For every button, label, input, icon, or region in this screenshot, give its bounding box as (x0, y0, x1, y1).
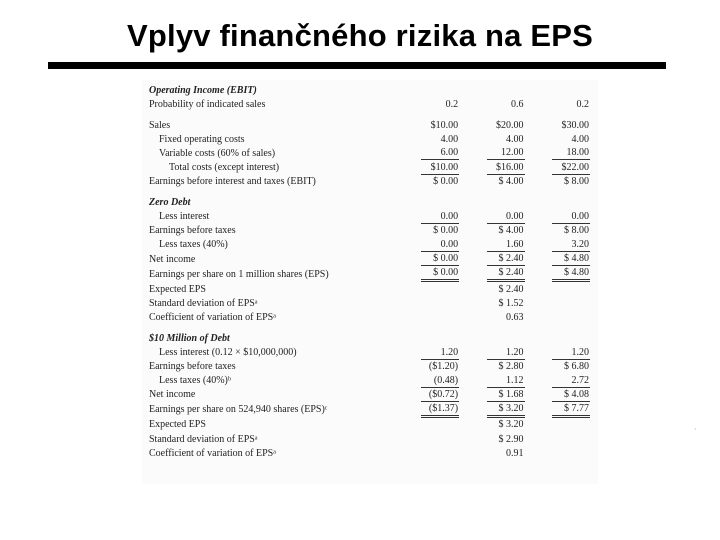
row-label: Earnings per share on 524,940 shares (EPS)ᶜ (149, 404, 328, 416)
value-cell-col2: $ 1.68 (459, 388, 524, 402)
table-row (149, 310, 590, 324)
value-cell-col1: 1.20 (394, 346, 459, 360)
value-cell-col2: $ 3.20 (498, 419, 524, 431)
value-cell-col2: $ 2.40 (498, 283, 524, 295)
table-row (149, 266, 590, 282)
row-label: Total costs (except interest) (169, 162, 280, 174)
value-cell-col2: $ 1.52 (498, 297, 524, 309)
table-row (149, 132, 590, 146)
value-cell-col1 (394, 310, 459, 324)
value-cell-col1: 0.00 (394, 238, 459, 252)
value-cell-col1: (0.48) (394, 374, 459, 388)
value-cell-col3: $ 4.80 (525, 266, 590, 282)
table-row (149, 346, 590, 360)
value-cell-col1 (394, 446, 459, 460)
value-cell-col2: 0.6 (511, 98, 524, 110)
value-cell-col1: ($0.72) (394, 388, 459, 402)
value-cell-col3 (525, 446, 590, 460)
value-cell-col2: 0.00 (459, 210, 524, 224)
table-row (149, 160, 590, 174)
value-cell-col2: $ 2.40 (459, 252, 524, 266)
value-cell-col3: 3.20 (525, 238, 590, 252)
value-cell-col3: 4.00 (571, 133, 589, 145)
table-row (149, 360, 590, 374)
financial-table-image (142, 80, 697, 484)
row-label: Less taxes (40%) (159, 239, 228, 251)
row-label: Earnings per share on 1 million shares (EPS) (149, 268, 329, 280)
section-spacer (149, 324, 590, 331)
value-cell-col3 (525, 310, 590, 324)
value-cell-col3: 18.00 (525, 146, 590, 160)
zero-debt-section-heading-row (149, 196, 590, 210)
value-cell-col1: 6.00 (394, 146, 459, 160)
value-cell-col2: 1.12 (459, 374, 524, 388)
value-cell-col2: 12.00 (459, 146, 524, 160)
table-row (149, 97, 590, 111)
table-row (149, 282, 590, 296)
value-cell-col2: $ 2.90 (498, 433, 524, 445)
row-label: Net income (149, 253, 196, 265)
value-cell-col1: $10.00 (430, 119, 459, 131)
value-cell-col2: 0.63 (506, 311, 524, 323)
value-cell-col3 (525, 418, 590, 432)
row-label: Expected EPS (149, 283, 206, 295)
value-cell-col3: 0.2 (576, 98, 589, 110)
value-cell-col3: 0.00 (525, 210, 590, 224)
value-cell-col1: $ 0.00 (394, 252, 459, 266)
value-cell-col3: $ 8.00 (564, 176, 589, 188)
section-heading: Zero Debt (149, 197, 191, 209)
value-cell-col2: $ 2.80 (498, 361, 524, 373)
table-row (149, 146, 590, 160)
row-label: Net income (149, 389, 196, 401)
row-label: Standard deviation of EPSᵃ (149, 433, 258, 445)
title-rule (48, 62, 666, 69)
row-label: Sales (149, 119, 171, 131)
row-label: Earnings before taxes (149, 361, 236, 373)
table-row (149, 402, 590, 418)
value-cell-col1: ($1.37) (394, 402, 459, 418)
table-row (149, 118, 590, 132)
value-cell-col2: $ 4.00 (498, 176, 524, 188)
value-cell-col1 (394, 296, 459, 310)
value-cell-col3 (525, 432, 590, 446)
value-cell-col2: 0.91 (506, 447, 524, 459)
value-cell-col1 (394, 282, 459, 296)
ebit-section-heading-row (149, 83, 590, 97)
value-cell-col2: $ 2.40 (459, 266, 524, 282)
value-cell-col3: $ 4.08 (525, 388, 590, 402)
value-cell-col3: $ 8.00 (564, 225, 589, 237)
value-cell-col1: 0.00 (394, 210, 459, 224)
ten-million-debt-section-heading-row (149, 331, 590, 345)
value-cell-col2: $ 3.20 (459, 402, 524, 418)
row-label: Variable costs (60% of sales) (159, 147, 276, 159)
value-cell-col3 (525, 296, 590, 310)
table-row (149, 388, 590, 402)
table-row (149, 175, 590, 189)
row-label: Less interest (159, 211, 210, 223)
row-label: Standard deviation of EPSᵃ (149, 297, 258, 309)
value-cell-col1: $10.00 (394, 160, 459, 174)
row-label: Probability of indicated sales (149, 98, 266, 110)
row-label: Coefficient of variation of EPSᵃ (149, 447, 276, 459)
slide-title: Vplyv finančného rizika na EPS (127, 18, 593, 53)
row-label: Earnings before taxes (149, 225, 236, 237)
value-cell-col3: $ 4.80 (525, 252, 590, 266)
table-row (149, 238, 590, 252)
value-cell-col3: $ 7.77 (525, 402, 590, 418)
value-cell-col2: $20.00 (496, 119, 524, 131)
value-cell-col3: 1.20 (525, 346, 590, 360)
table-row (149, 374, 590, 388)
value-cell-col3: 2.72 (525, 374, 590, 388)
row-label: Coefficient of variation of EPSᵃ (149, 311, 276, 323)
value-cell-col2: 1.60 (459, 238, 524, 252)
table-row (149, 111, 590, 118)
value-cell-col1: $ 0.00 (433, 225, 459, 237)
stray-mark: · (694, 425, 697, 434)
table-row (149, 252, 590, 266)
table-row (149, 224, 590, 238)
row-label: Fixed operating costs (159, 133, 245, 145)
value-cell-col1 (394, 432, 459, 446)
value-cell-col2: 1.20 (459, 346, 524, 360)
table-row (149, 418, 590, 432)
value-cell-col2: $ 4.00 (498, 225, 524, 237)
row-label: Expected EPS (149, 419, 206, 431)
value-cell-col2: $16.00 (459, 160, 524, 174)
value-cell-col3: $22.00 (525, 160, 590, 174)
value-cell-col1: $ 0.00 (394, 266, 459, 282)
value-cell-col1: 0.2 (445, 98, 459, 110)
section-heading: Operating Income (EBIT) (149, 84, 257, 96)
table-row (149, 296, 590, 310)
value-cell-col2: 4.00 (506, 133, 524, 145)
value-cell-col3: $30.00 (561, 119, 589, 131)
value-cell-col1: $ 0.00 (433, 176, 459, 188)
table-row (149, 210, 590, 224)
section-heading: $10 Million of Debt (149, 332, 230, 344)
value-cell-col1 (394, 418, 459, 432)
row-label: Earnings before interest and taxes (EBIT) (149, 176, 316, 188)
row-label: Less interest (0.12 × $10,000,000) (159, 347, 297, 359)
section-spacer (149, 189, 590, 196)
eps-table (149, 83, 590, 460)
value-cell-col1: 4.00 (440, 133, 459, 145)
value-cell-col1: ($1.20) (428, 361, 459, 373)
value-cell-col3 (525, 282, 590, 296)
table-row (149, 446, 590, 460)
table-row (149, 432, 590, 446)
row-label: Less taxes (40%)ᵇ (159, 375, 231, 387)
value-cell-col3: $ 6.80 (564, 361, 589, 373)
